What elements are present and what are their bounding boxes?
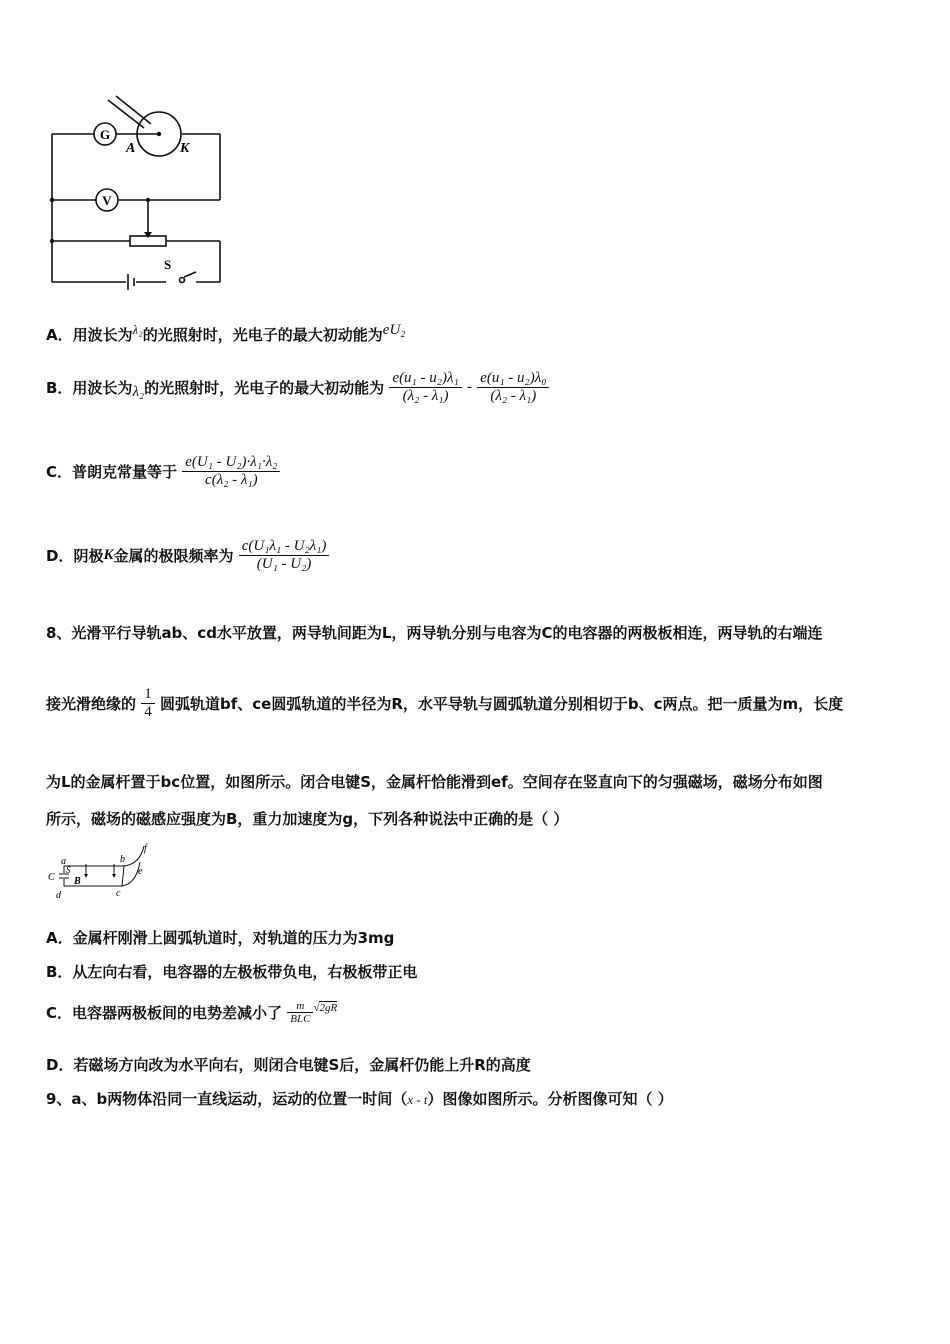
q7-b-frac2-den: (λ₂ - λ₁) xyxy=(490,388,537,404)
rail-label-d: d xyxy=(56,890,61,901)
rail-label-a: a xyxy=(61,856,66,867)
q7-a-lambda: λ₂ xyxy=(132,322,143,337)
q8-c-num: m xyxy=(287,1000,313,1013)
q7-b-mid: 的光照射时，光电子的最大初动能为 xyxy=(144,379,385,397)
q8-c-sqrt: 2gR xyxy=(319,1002,338,1014)
q8-option-b: B．从左向右看，电容器的左极板带负电，右极板带正电 xyxy=(46,963,418,981)
q7-a-energy: eU₂ xyxy=(382,322,406,338)
q7-b-fraction-1 xyxy=(389,370,461,405)
q8-c-den: BLC xyxy=(290,1013,311,1025)
q7-d-den: (U₁ - U₂) xyxy=(256,556,312,572)
q8-c-sqrt-sign: √ xyxy=(313,1002,320,1014)
q8-option-d: D．若磁场方向改为水平向右，则闭合电键S后，金属杆仍能上升R的高度 xyxy=(46,1056,531,1074)
q8-line-3: 为L的金属杆置于bc位置，如图所示。闭合电键S，金属杆恰能滑到ef。空间存在竖直向下的匀强磁场，磁场分布如图 xyxy=(46,773,823,791)
rail-label-c-cap: C xyxy=(48,872,55,883)
q8-line-4: 所示，磁场的磁感应强度为B，重力加速度为g，下列各种说法中正确的是（ ） xyxy=(46,810,569,828)
q8-option-a: A．金属杆刚滑上圆弧轨道时，对轨道的压力为3mg xyxy=(46,929,395,947)
rail-capacitor-figure xyxy=(44,840,164,904)
q8-line-2 xyxy=(46,686,843,721)
q7-d-mid: 金属的极限频率为 xyxy=(113,547,234,565)
q7-b-minus: - xyxy=(466,379,472,395)
q8-quarter-num: 1 xyxy=(141,686,155,704)
q8-line-1: 8、光滑平行导轨ab、cd水平放置，两导轨间距为L，两导轨分别与电容为C的电容器的两极板相连，两导轨的右端连 xyxy=(46,624,823,642)
rail-label-b-field: B xyxy=(74,876,81,887)
q7-b-frac2-num: e(u₁ - u₂)λ₀ xyxy=(477,370,549,388)
q7-d-fraction xyxy=(239,538,330,573)
q7-d-num: c(U₁λ₁ - U₂λ₁) xyxy=(239,538,330,556)
q7-b-frac1-num: e(u₁ - u₂)λ₁ xyxy=(389,370,461,388)
q9-prefix: 9、a、b两物体沿同一直线运动，运动的位置一时间（ xyxy=(46,1090,408,1108)
switch-label: S xyxy=(164,257,172,272)
q7-a-mid: 的光照射时，光电子的最大初动能为 xyxy=(142,326,383,344)
rail-label-s: S xyxy=(66,865,71,875)
q8-c-prefix: C．电容器两极板间的电势差减小了 xyxy=(46,1004,283,1022)
q9-suffix: ）图像如图所示。分析图像可知（ ） xyxy=(427,1090,673,1108)
q8-option-c xyxy=(46,1000,337,1025)
anode-label: A xyxy=(126,141,136,156)
q8-quarter-den: 4 xyxy=(144,704,152,720)
rail-label-f: f xyxy=(144,843,147,854)
voltmeter-label: V xyxy=(102,193,112,208)
q8-quarter-fraction xyxy=(141,686,155,721)
q7-b-frac1-den: (λ₂ - λ₁) xyxy=(402,388,449,404)
q8-line2-rest: 圆弧轨道bf、ce圆弧轨道的半径为R，水平导轨与圆弧轨道分别相切于b、c两点。把一质量为m，长度 xyxy=(159,695,844,713)
q7-option-b xyxy=(46,370,549,405)
q9-math: x - t xyxy=(407,1092,428,1107)
q7-d-k: K xyxy=(103,547,114,563)
q7-c-prefix: C．普朗克常量等于 xyxy=(46,463,178,481)
rail-label-b: b xyxy=(120,854,125,865)
q7-option-d xyxy=(46,538,329,573)
rail-label-e: e xyxy=(138,866,143,877)
rail-label-c: c xyxy=(116,888,121,899)
q7-b-fraction-2 xyxy=(477,370,549,405)
galvanometer-label: G xyxy=(99,127,111,142)
q8-c-fraction xyxy=(287,1000,313,1025)
q7-c-fraction xyxy=(182,454,280,489)
q7-a-prefix: A．用波长为 xyxy=(46,326,133,344)
q9-stem xyxy=(46,1088,673,1109)
q7-c-num: e(U₁ - U₂)·λ₁·λ₂ xyxy=(182,454,280,472)
q7-b-lambda: λ₂ xyxy=(132,384,145,400)
q8-line2-prefix: 接光滑绝缘的 xyxy=(46,695,137,713)
cathode-label: K xyxy=(180,141,190,156)
q7-c-den: c(λ₂ - λ₁) xyxy=(205,472,258,488)
q7-d-prefix: D．阴极 xyxy=(46,547,104,565)
q7-b-prefix: B．用波长为 xyxy=(46,379,133,397)
q7-option-c xyxy=(46,454,280,489)
photoelectric-circuit-figure xyxy=(44,94,230,294)
q7-option-a xyxy=(46,322,406,345)
